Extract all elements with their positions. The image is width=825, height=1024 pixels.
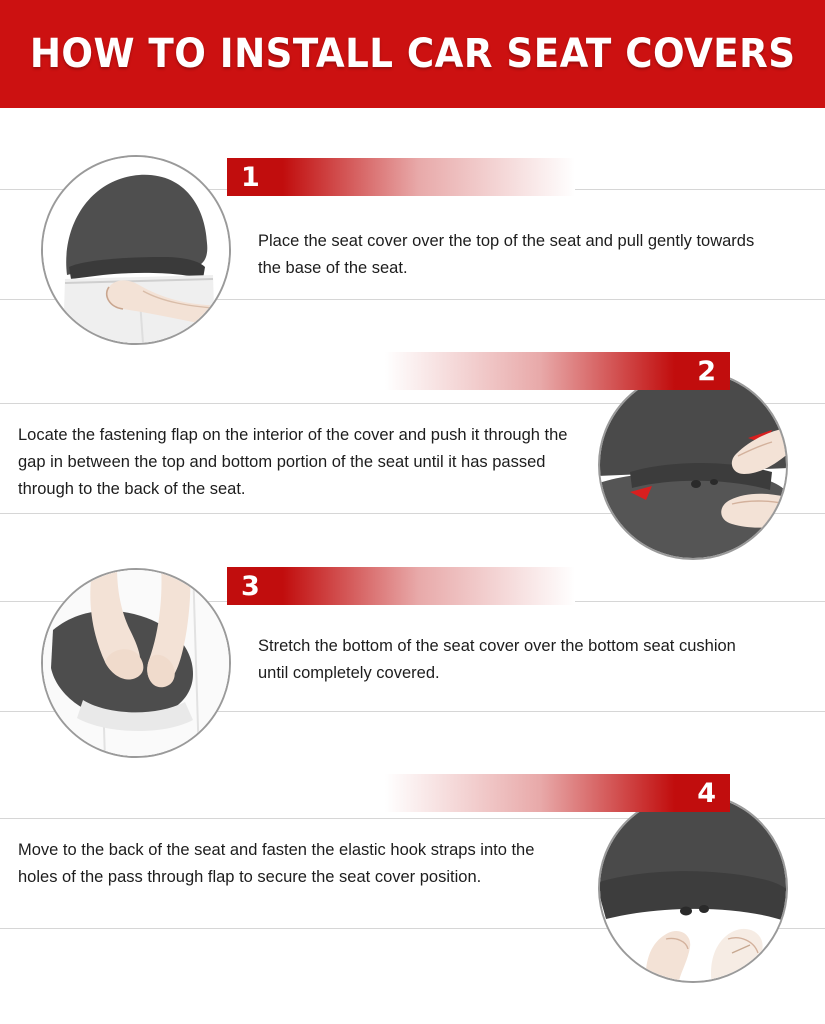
page-header [0, 0, 825, 108]
seat-cover-over-top-of-seat-photo [41, 155, 231, 345]
page-title: HOW TO INSTALL CAR SEAT COVERS [29, 31, 796, 77]
fastening-elastic-hook-straps-photo [598, 793, 788, 983]
step-description-2: Locate the fastening flap on the interior of the cover and push it through the gap in between the top and bottom portion of the seat until it has passed through to the back of the seat. [18, 426, 568, 498]
step-description-3: Stretch the bottom of the seat cover over the bottom seat cushion until completely covered. [258, 637, 736, 682]
step-description-4: Move to the back of the seat and fasten the elastic hook straps into the holes of the pass through flap to secure the seat cover position. [18, 841, 535, 886]
step-description-1: Place the seat cover over the top of the seat and pull gently towards the base of the seat. [258, 232, 755, 277]
step-number-bar-4 [385, 774, 730, 812]
step-number-1: 1 [241, 161, 260, 193]
step-number-bar-3 [227, 567, 575, 605]
step-number-bar-2 [385, 352, 730, 390]
stretching-cover-over-bottom-cushion-photo [41, 568, 231, 758]
step-number-3: 3 [241, 570, 260, 602]
fastening-flap-pushed-through-gap-photo [598, 370, 788, 560]
step-number-2: 2 [697, 355, 716, 387]
step-number-4: 4 [697, 777, 716, 809]
step-number-bar-1 [227, 158, 575, 196]
